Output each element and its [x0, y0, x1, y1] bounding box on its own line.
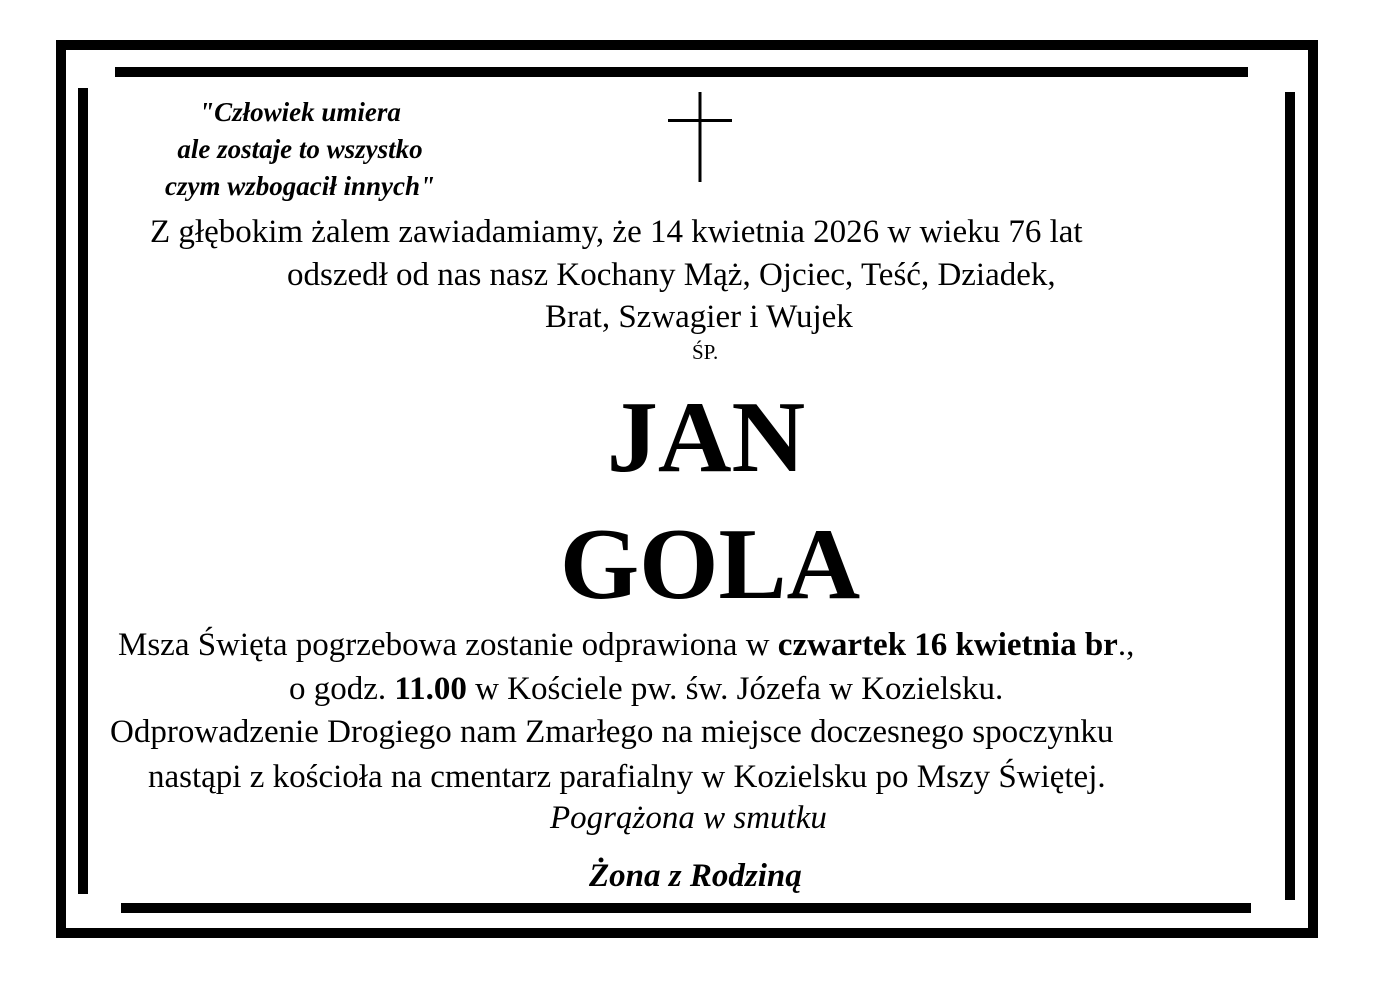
funeral-date: czwartek 16 kwietnia br [777, 627, 1118, 663]
top-rule [115, 67, 1248, 77]
epigraph-line: "Człowiek umiera [199, 97, 401, 127]
epigraph-line: ale zostaje to wszystko [177, 134, 423, 164]
family-signature: Żona z Rodziną [589, 858, 802, 894]
deceased-last-name: GOLA [559, 508, 861, 621]
latin-cross-icon [668, 92, 732, 182]
deceased-first-name: JAN [606, 381, 806, 494]
announcement-line: Brat, Szwagier i Wujek [545, 299, 853, 335]
bottom-rule [121, 903, 1251, 913]
funeral-text: ., [1117, 627, 1135, 663]
funeral-time-line [289, 667, 1003, 711]
mourning-note: Pogrążona w smutku [550, 800, 827, 836]
procession-line: Odprowadzenie Drogiego nam Zmarłego na miejsce doczesnego spoczynku [110, 714, 1114, 750]
funeral-text: Msza Święta pogrzebowa zostanie odprawiona w [118, 627, 778, 663]
announcement-line: Z głębokim żalem zawiadamiamy, że 14 kwietnia 2026 w wieku 76 lat [150, 214, 1083, 250]
announcement-line: odszedł od nas nasz Kochany Mąż, Ojciec, Teść, Dziadek, [287, 257, 1056, 293]
procession-line: nastąpi z kościoła na cmentarz parafialny w Kozielsku po Mszy Świętej. [148, 759, 1106, 795]
funeral-mass-line [118, 623, 1134, 667]
funeral-text: o godz. [289, 671, 395, 707]
funeral-text: w Kościele pw. św. Józefa w Kozielsku. [466, 671, 1004, 707]
honorific-label: ŚP. [692, 340, 719, 364]
epigraph-line: czym wzbogacił innych" [165, 171, 435, 201]
funeral-time: 11.00 [394, 671, 467, 707]
epigraph-quote [115, 94, 485, 205]
